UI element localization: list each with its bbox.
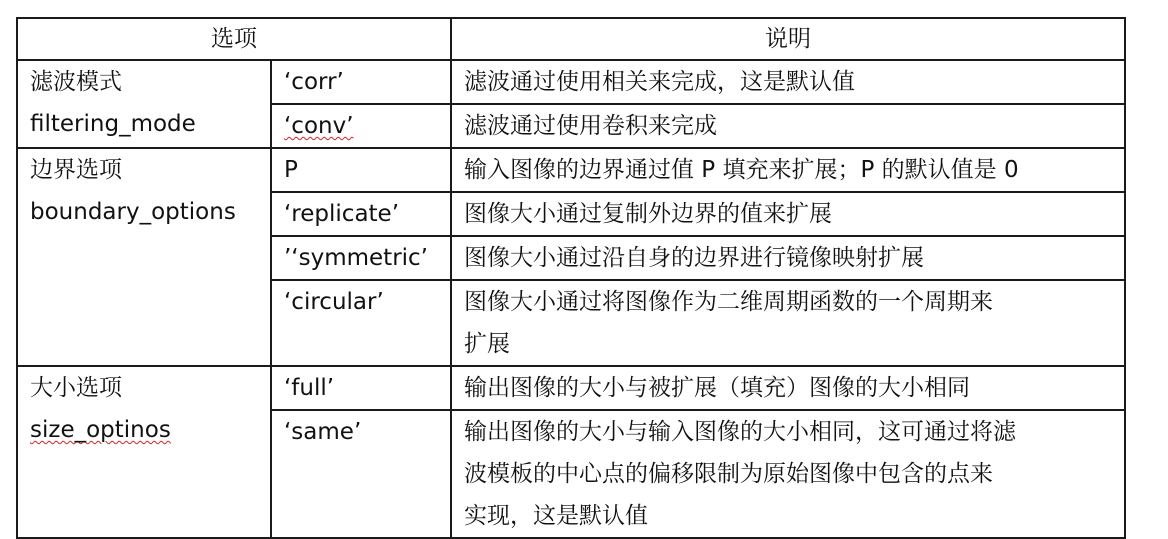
option-description	[451, 410, 1125, 538]
group-name-en: size_optinos	[30, 417, 171, 443]
group-size-options	[17, 366, 271, 538]
option-description: 图像大小通过复制外边界的值来扩展	[451, 192, 1125, 236]
option-value: ‘full’	[271, 366, 451, 410]
description-line: 波模板的中心点的偏移限制为原始图像中包含的点来	[464, 461, 993, 487]
option-description: 输入图像的边界通过值 P 填充来扩展；P 的默认值是 0	[451, 148, 1125, 192]
group-name-en: boundary_options	[30, 199, 236, 225]
option-value	[271, 104, 451, 148]
option-description: 滤波通过使用卷积来完成	[451, 104, 1125, 148]
description-line: 扩展	[464, 331, 510, 357]
options-table	[16, 17, 1126, 539]
option-description: 输出图像的大小与被扩展（填充）图像的大小相同	[451, 366, 1125, 410]
group-name-en: filtering_mode	[30, 111, 196, 137]
header-option: 选项	[17, 18, 451, 60]
description-line: 输出图像的大小与输入图像的大小相同，这可通过将滤	[464, 419, 1016, 445]
header-description: 说明	[451, 18, 1125, 60]
description-line: 实现，这是默认值	[464, 503, 648, 529]
group-name-en-wrapper	[30, 409, 258, 451]
table-row	[17, 60, 1125, 104]
table-row	[17, 148, 1125, 192]
option-value: ’‘symmetric’	[271, 236, 451, 280]
group-name-cn: 边界选项	[30, 157, 122, 183]
option-value: ‘circular’	[271, 280, 451, 366]
table-row	[17, 366, 1125, 410]
description-line: 图像大小通过将图像作为二维周期函数的一个周期来	[464, 289, 993, 315]
option-value: ‘corr’	[271, 60, 451, 104]
option-description: 图像大小通过沿自身的边界进行镜像映射扩展	[451, 236, 1125, 280]
group-name-cn: 大小选项	[30, 375, 122, 401]
header-row	[17, 18, 1125, 60]
option-value: P	[271, 148, 451, 192]
group-name-cn: 滤波模式	[30, 69, 122, 95]
group-filtering-mode	[17, 60, 271, 148]
option-description	[451, 280, 1125, 366]
option-description: 滤波通过使用相关来完成，这是默认值	[451, 60, 1125, 104]
group-boundary-options	[17, 148, 271, 366]
option-value: ‘same’	[271, 410, 451, 538]
spellcheck-underlined-text: ‘conv’	[284, 113, 354, 139]
option-value: ‘replicate’	[271, 192, 451, 236]
